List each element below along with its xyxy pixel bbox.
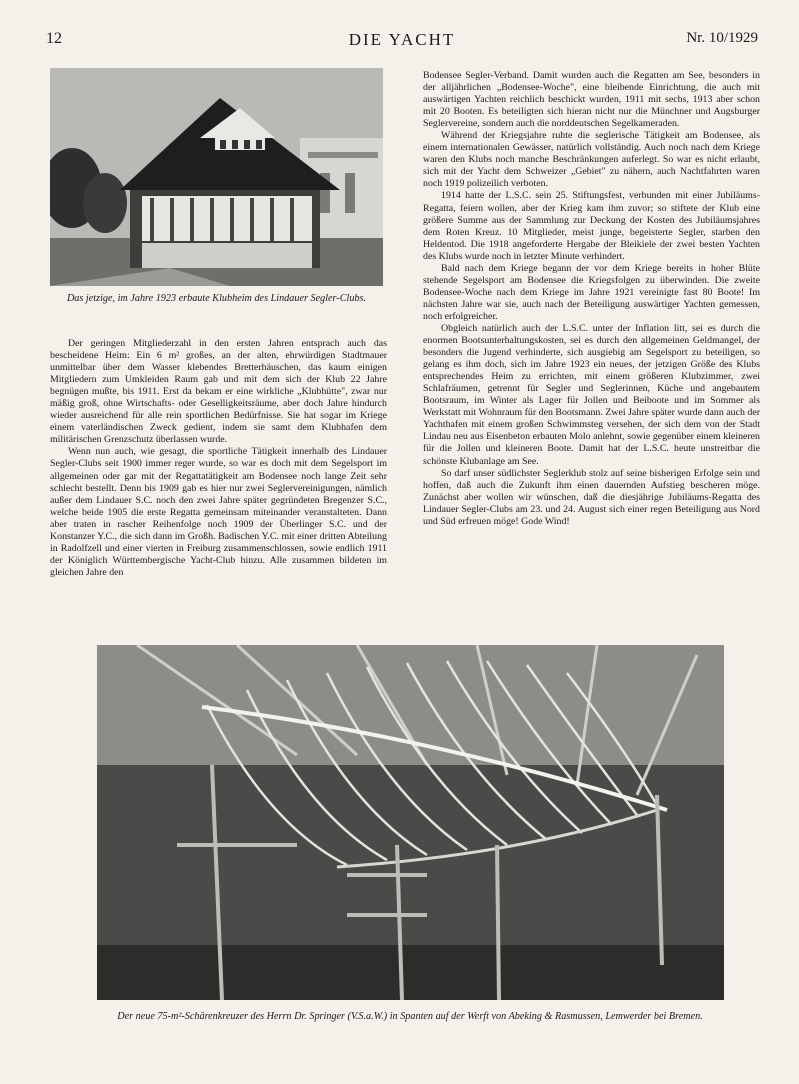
issue-number: Nr. 10/1929 [686,30,758,46]
left-column [50,338,387,579]
paragraph: Bald nach dem Kriege begann der vor dem Kriege bereits in hoher Blüte stehende Segelsport am Bodensee die Kriegsfolgen zu überwinden. Die zweite Bodensee-Woche nach dem Kriege im Jahre 1921 vereinigte fast 80 Boote! Im nächsten Jahre war sie, auch nach der Beteiligung auswärtiger Yachten gemessen, noch erfolgreicher. [423,262,760,322]
ship-frame-photo [97,645,724,1000]
paragraph: So darf unser südlichster Seglerklub stolz auf seine bisherigen Erfolge sein und hoffen, daß auch die Zukunft ihm einen dauernden Aufstieg bescheren möge. Zunächst aber wollen wir wünschen, daß die diesjährige Jubiläums-Regatta des Lindauer Segler-Clubs am 23. und 24. August sich einer regen Beteiligung aus Nord und Süd erfreuen möge! Gode Wind! [423,467,760,527]
page-header [46,30,758,52]
ship-caption: Der neue 75-m²-Schärenkreuzer des Herrn Dr. Springer (V.S.a.W.) in Spanten auf der Werft von Abeking & Rasmussen, Lemwerder bei Bremen. [117,1011,703,1022]
page-number: 12 [46,30,62,47]
paragraph: Bodensee Segler-Verband. Damit wurden auch die Regatten am See, besonders in der alljährlichen „Bodensee-Woche", eine bleibende Einrichtung, die auch mit auswärtigen Yachten reichlich beschickt wurden, 1911 mit sechs, 1913 aber schon mit 20 Booten. Es beteiligten sich hieran nicht nur die Münchner und Augsburger Seglervereine, sondern auch die norddeutschen Segelkameraden. [423,70,760,130]
paragraph: Obgleich natürlich auch der L.S.C. unter der Inflation litt, sei es durch die enormen Bootsunterhaltungskosten, sei es durch den allgemeinen Geldmangel, der besonders die Jugend verhinderte, sich ausgiebig am Segelsport zu beteiligen, so gelang es ihm doch, sich im Jahre 1923 ein neues, der jetzigen Größe des Klubs entsprechendes Heim zu errichten, mit einem größeren Klubzimmer, zwei Schlafräumen, getrennt für Segler und Seglerinnen, Küche und angebautem Bootsraum, im Winter als Lager für Jollen und Beiboote und im Sommer als Werkstatt mit Wohnraum für den Bootsmann. Zwei Jahre später wurde dann auch der Yachthafen mit einem großen Schwimmsteg versehen, der sich dem von der Stadt Lindau neu aus Eisenbeton erbauten Molo anlehnt, sowie gegenüber einem kleineren für die Jollen und kleineren Boote. Damit hat der L.S.C. heute unstreitbar die schönste Klubanlage am See. [423,322,760,467]
paragraph: Während der Kriegsjahre ruhte die seglerische Tätigkeit am Bodensee, als einem internationalen Gewässer, natürlich vollständig. Auch noch nach dem Kriege waren den Klubs noch manche Beschränkungen auferlegt. So war es nicht erlaubt, sich mit der Yacht dem Schweizer „Gebiet" zu nähern, auch Nachtfahrten waren noch 1919 polizeilich verboten. [423,130,760,190]
magazine-title: DIE YACHT [348,30,456,49]
right-column [423,70,760,528]
paragraph: Wenn nun auch, wie gesagt, die sportliche Tätigkeit innerhalb des Lindauer Segler-Clubs seit 1900 immer reger wurde, so war es doch mit dem Segelsport im allgemeinen oder gar mit der Regattatätigkeit am Bodensee noch lange Zeit sehr schlecht bestellt. Denn bis 1909 gab es hier nur zwei Seglervereinigungen, nämlich außer dem Lindauer S.C. noch den zwei Jahre später gegründeten Bregenzer S.C., welche beide 1905 die erste Regatta gemeinsam miteinander veranstalteten. Dann aber traten in rascher Reihenfolge noch 1909 der Überlinger S.C. und der Konstanzer Y.C., die sich dann im Großh. Badischen Y.C. mit einer dritten Abteilung in Radolfzell und einer vierten in Freiburg zusammenschlossen, sowie endlich 1911 der Königlich Württembergische Yacht-Club hinzu. Alle zusammen bildeten im gleichen Jahre den [50,446,387,578]
paragraph: Der geringen Mitgliederzahl in den ersten Jahren entsprach auch das bescheidene Heim: Ein 6 m² großes, an der alten, ehrwürdigen Stadtmauer unmittelbar über dem Wasser klebendes Bretterhäuschen, das kaum einigen Mitgliedern zum Umkleiden Raum gab und mit dem sich der Klub 22 Jahre begnügen mußte, bis 1911. Erst da bekam er eine wirkliche „Klubhütte", zwar nur mäßig groß, ohne Wirtschafts- oder Geselligkeitsräume, aber doch Jahre hindurch wieder ausreichend für alle rein sportlichen Bedürfnisse. Sie hat sogar im Kriege einem vaterländischen Zweck gedient, indem sie samt dem Klubhafen dem militärischen Grenzschutz überlassen wurde. [50,338,387,446]
clubhouse-photo [50,68,383,286]
paragraph: 1914 hatte der L.S.C. sein 25. Stiftungsfest, verbunden mit einer Jubiläums-Regatta, feiern wollen, aber der Krieg kam ihm zuvor; so stiftete der Klub eine größere Summe aus der Sammlung zur Deckung der Kosten des Jubiläumsjahres dem Roten Kreuz. 10 Mitglieder, meist junge, begeisterte Segler, starben den Heldentod. Die 1918 angeforderte Hergabe der Bleikiele der zwei besten Yachten des Klubs wurde noch in letzter Minute verhindert. [423,190,760,262]
clubhouse-caption: Das jetzige, im Jahre 1923 erbaute Klubheim des Lindauer Segler-Clubs. [66,293,367,304]
